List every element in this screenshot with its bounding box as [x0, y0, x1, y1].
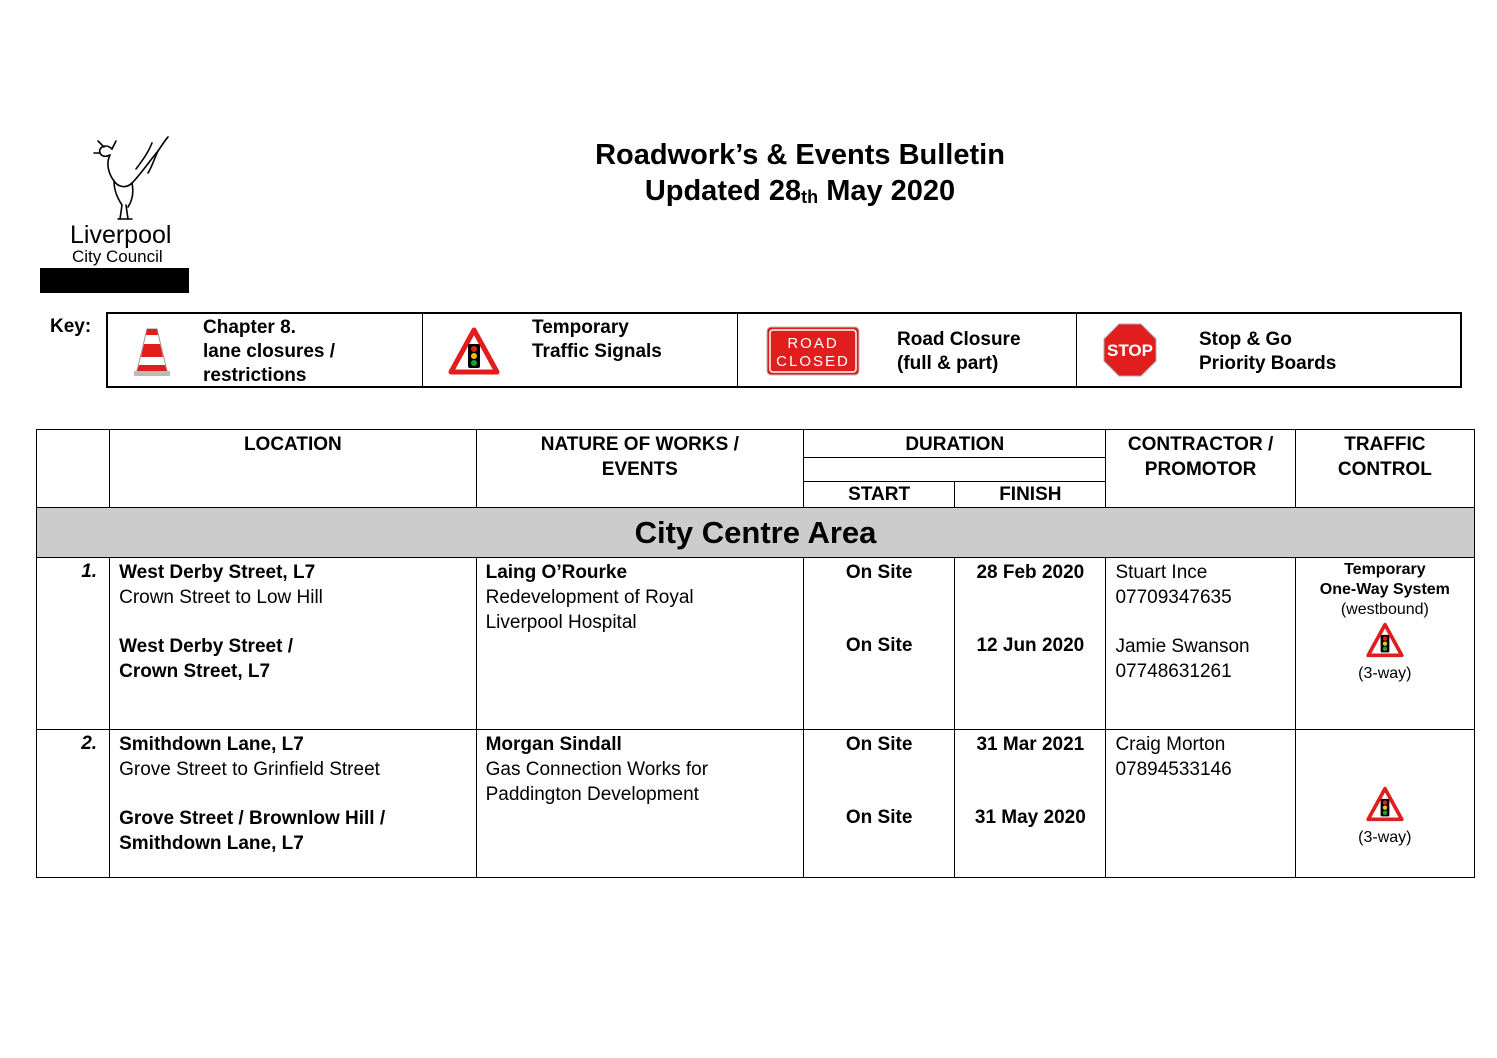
svg-text:ROAD: ROAD — [787, 335, 839, 352]
roadworks-table — [36, 429, 1475, 878]
row-contractor: Craig Morton 07894533146 — [1106, 730, 1295, 878]
row-location: Smithdown Lane, L7 Grove Street to Grinfield Street Grove Street / Brownlow Hill / Smithdown Lane, L7 — [110, 730, 477, 878]
temporary-traffic-signal-icon — [1366, 786, 1404, 822]
header-number — [37, 430, 110, 508]
header-location: LOCATION — [110, 430, 477, 508]
key-legend-box — [106, 312, 1462, 388]
stop-sign-icon — [1102, 322, 1158, 378]
header-finish: FINISH — [955, 482, 1106, 508]
row-start: On Site On Site — [804, 558, 955, 730]
svg-text:STOP: STOP — [1107, 341, 1153, 360]
header-duration-spacer — [804, 458, 1106, 482]
row-traffic-control: Temporary One-Way System (westbound) (3-way) — [1295, 558, 1474, 730]
bulletin-updated-date: Updated $28_{th}$ May 2020 — [644, 175, 956, 207]
key-item-chapter8: Chapter 8. lane closures / restrictions — [203, 317, 336, 386]
liver-bird-icon — [92, 133, 172, 221]
key-item-temporary-signals: Temporary Traffic Signals — [532, 317, 662, 362]
row-nature-of-works: Morgan Sindall Gas Connection Works for Paddington Development — [476, 730, 803, 878]
header-start: START — [804, 482, 955, 508]
svg-text:CLOSED: CLOSED — [776, 353, 850, 370]
key-label: Key: — [50, 316, 92, 337]
temporary-traffic-signal-icon — [448, 327, 500, 375]
key-item-road-closure: Road Closure (full & part) — [897, 329, 1021, 374]
header-traffic-control: TRAFFIC CONTROL — [1295, 430, 1474, 508]
table-row — [37, 558, 1475, 730]
traffic-cone-icon — [133, 327, 171, 379]
row-nature-of-works: Laing O’Rourke Redevelopment of Royal Liverpool Hospital — [476, 558, 803, 730]
row-number: 2. — [37, 730, 110, 878]
row-contractor: Stuart Ince 07709347635 Jamie Swanson 07748631261 — [1106, 558, 1295, 730]
header-contractor: CONTRACTOR / PROMOTOR — [1106, 430, 1295, 508]
row-location: West Derby Street, L7 Crown Street to Low Hill West Derby Street / Crown Street, L7 — [110, 558, 477, 730]
key-item-stop-go: Stop & Go Priority Boards — [1199, 329, 1337, 374]
row-finish: 28 Feb 2020 12 Jun 2020 — [955, 558, 1106, 730]
row-start: On Site On Site — [804, 730, 955, 878]
redaction-bar — [40, 268, 189, 293]
header-duration: DURATION — [804, 430, 1106, 458]
road-closed-sign-icon — [766, 326, 860, 376]
logo-text-city-council: City Council — [72, 247, 163, 266]
row-number: 1. — [37, 558, 110, 730]
row-finish: 31 Mar 2021 31 May 2020 — [955, 730, 1106, 878]
temporary-traffic-signal-icon — [1366, 622, 1404, 658]
bulletin-title: Roadwork’s & Events Bulletin — [595, 139, 1005, 171]
liverpool-city-council-logo — [40, 133, 190, 293]
row-traffic-control: (3-way) — [1295, 730, 1474, 878]
header-nature-of-works: NATURE OF WORKS / EVENTS — [476, 430, 803, 508]
table-row — [37, 730, 1475, 878]
logo-text-liverpool: Liverpool — [70, 221, 172, 249]
area-heading: City Centre Area — [37, 508, 1475, 558]
